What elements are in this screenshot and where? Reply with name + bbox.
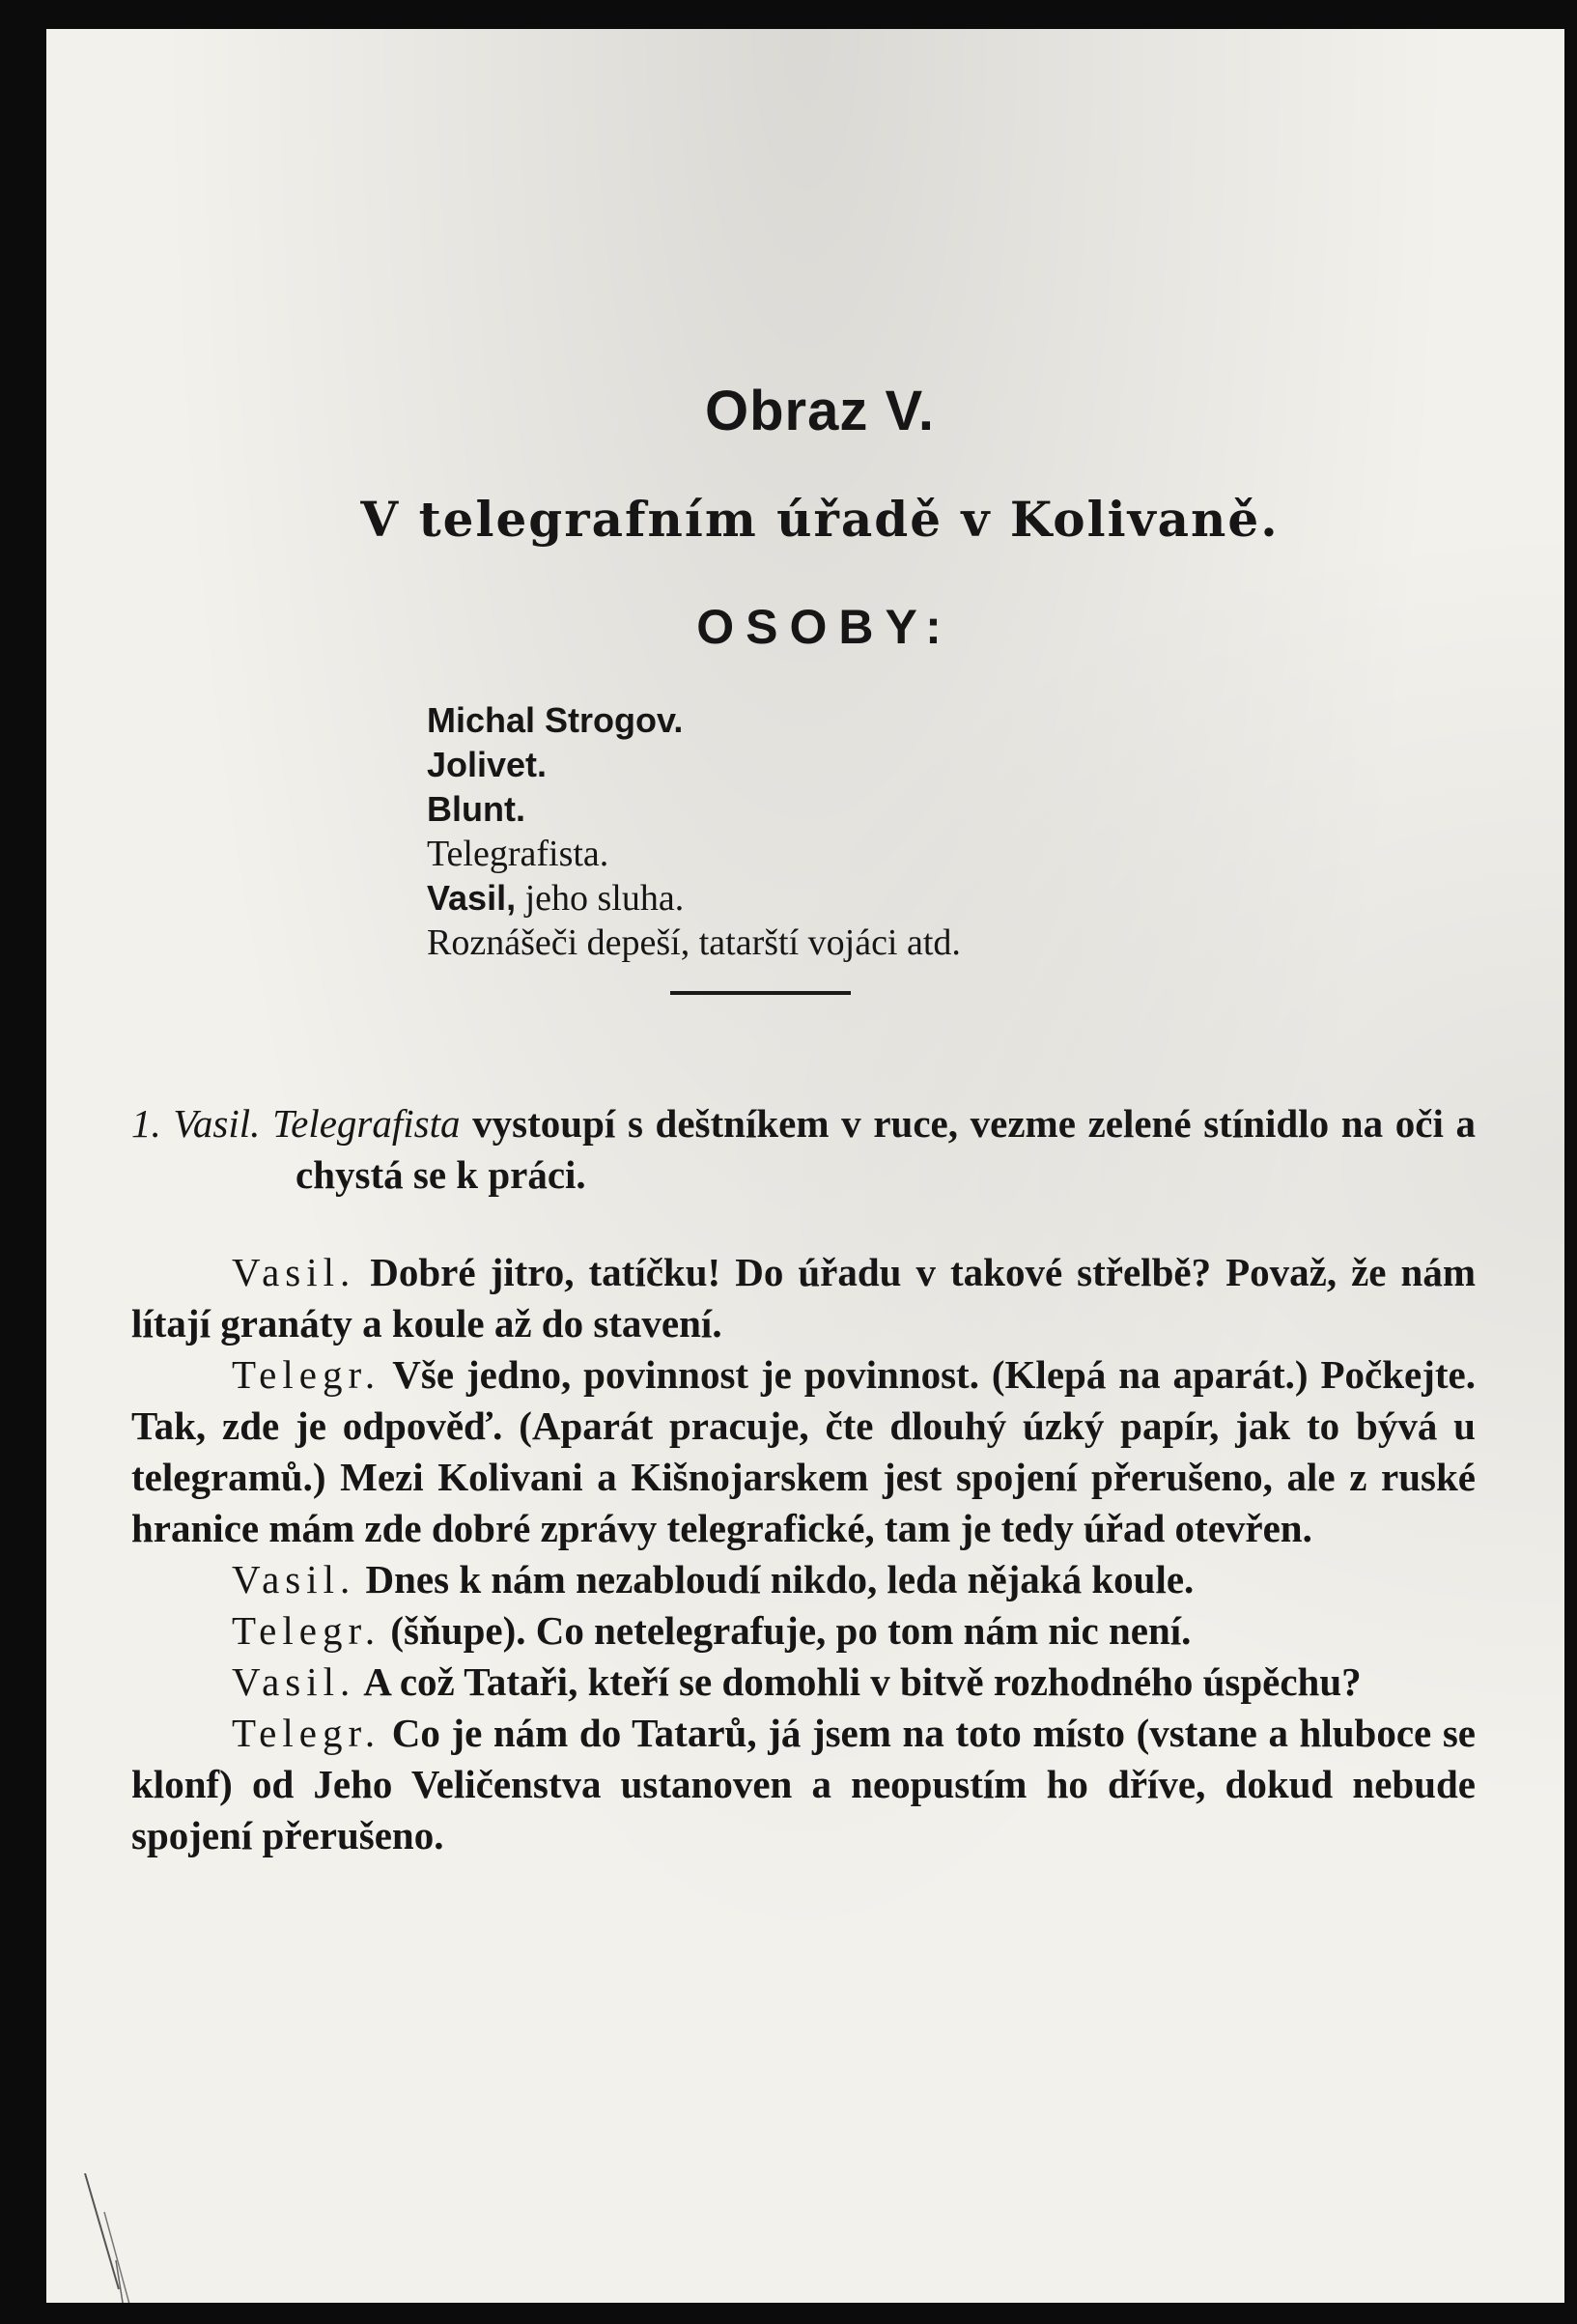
cast-name: Michal Strogov. xyxy=(427,700,684,740)
cast-item xyxy=(427,743,961,787)
cast-item xyxy=(427,876,961,921)
dialogue-text: Dobré jitro, tatíčku! Do úřadu v takové střelbě? Považ, že nám lítají granáty a koule až do stavení. xyxy=(131,1250,1476,1346)
margin-scratch-marks xyxy=(66,2173,182,2303)
speaker-name: Vasil. xyxy=(232,1659,356,1704)
scene-number-heading: Obraz V. xyxy=(705,380,935,442)
book-page xyxy=(46,29,1564,2303)
speaker-name: Telegr. xyxy=(232,1608,381,1653)
dialogue-line xyxy=(131,1605,1476,1657)
cast-list xyxy=(427,698,961,965)
stage-direction-persons: Vasil. Telegrafista xyxy=(173,1101,461,1146)
cast-extra: Roznášeči depeší, tatarští vojáci atd. xyxy=(427,922,961,963)
dialogue-line xyxy=(131,1708,1476,1861)
dialogue-line xyxy=(131,1247,1476,1349)
cast-name: Vasil, xyxy=(427,878,517,918)
cast-name: Jolivet. xyxy=(427,745,548,784)
dialogue-text: Co je nám do Tatarů, já jsem na toto místo (vstane a hluboce se klonf) od Jeho Veličenstva ustanoven a neopustím ho dříve, dokud nebude spojení přerušeno. xyxy=(131,1711,1476,1857)
dialogue-line xyxy=(131,1554,1476,1605)
speaker-name: Vasil. xyxy=(232,1250,356,1294)
dialogue-text: Dnes k nám nezabloudí nikdo, leda nějaká koule. xyxy=(355,1557,1195,1601)
cast-item xyxy=(427,921,961,965)
dialogue-text: A což Tataři, kteří se domohli v bitvě rozhodného úspěchu? xyxy=(355,1659,1362,1704)
scene-title: V telegrafním úřadě v Kolivaně. xyxy=(360,491,1280,548)
stage-direction-number: 1. xyxy=(131,1101,161,1146)
cast-item xyxy=(427,832,961,876)
dialogue-line xyxy=(131,1349,1476,1554)
cast-name: Blunt. xyxy=(427,789,525,829)
section-divider xyxy=(670,991,851,995)
cast-item xyxy=(427,787,961,832)
cast-extra: Telegrafista. xyxy=(427,834,609,874)
speaker-name: Vasil. xyxy=(232,1557,356,1601)
stage-direction-text: vystoupí s deštníkem v ruce, vezme zelené stínidlo na oči a chystá se k práci. xyxy=(296,1101,1477,1197)
dialogue-text: (šňupe). Co netelegrafuje, po tom nám nic není. xyxy=(380,1608,1192,1653)
dialogue-line xyxy=(131,1657,1476,1708)
speaker-name: Telegr. xyxy=(232,1711,381,1755)
cast-item xyxy=(427,698,961,743)
persons-label: OSOBY: xyxy=(696,600,953,654)
dialogue-text: Vše jedno, povinnost je povinnost. (Klepá na aparát.) Počkejte. Tak, zde je odpověď. (Aparát pracuje, čte dlouhý úzký papír, jak to bývá u telegramů.) Mezi Kolivani a Kišnojarskem jest spojení přerušeno, ale z ruské hranice mám zde dobré zprávy telegrafické, tam je tedy úřad otevřen. xyxy=(131,1352,1476,1550)
speaker-name: Telegr. xyxy=(232,1352,381,1397)
cast-extra: jeho sluha. xyxy=(516,878,685,919)
stage-direction xyxy=(131,1098,1476,1201)
play-text xyxy=(131,1098,1476,1861)
